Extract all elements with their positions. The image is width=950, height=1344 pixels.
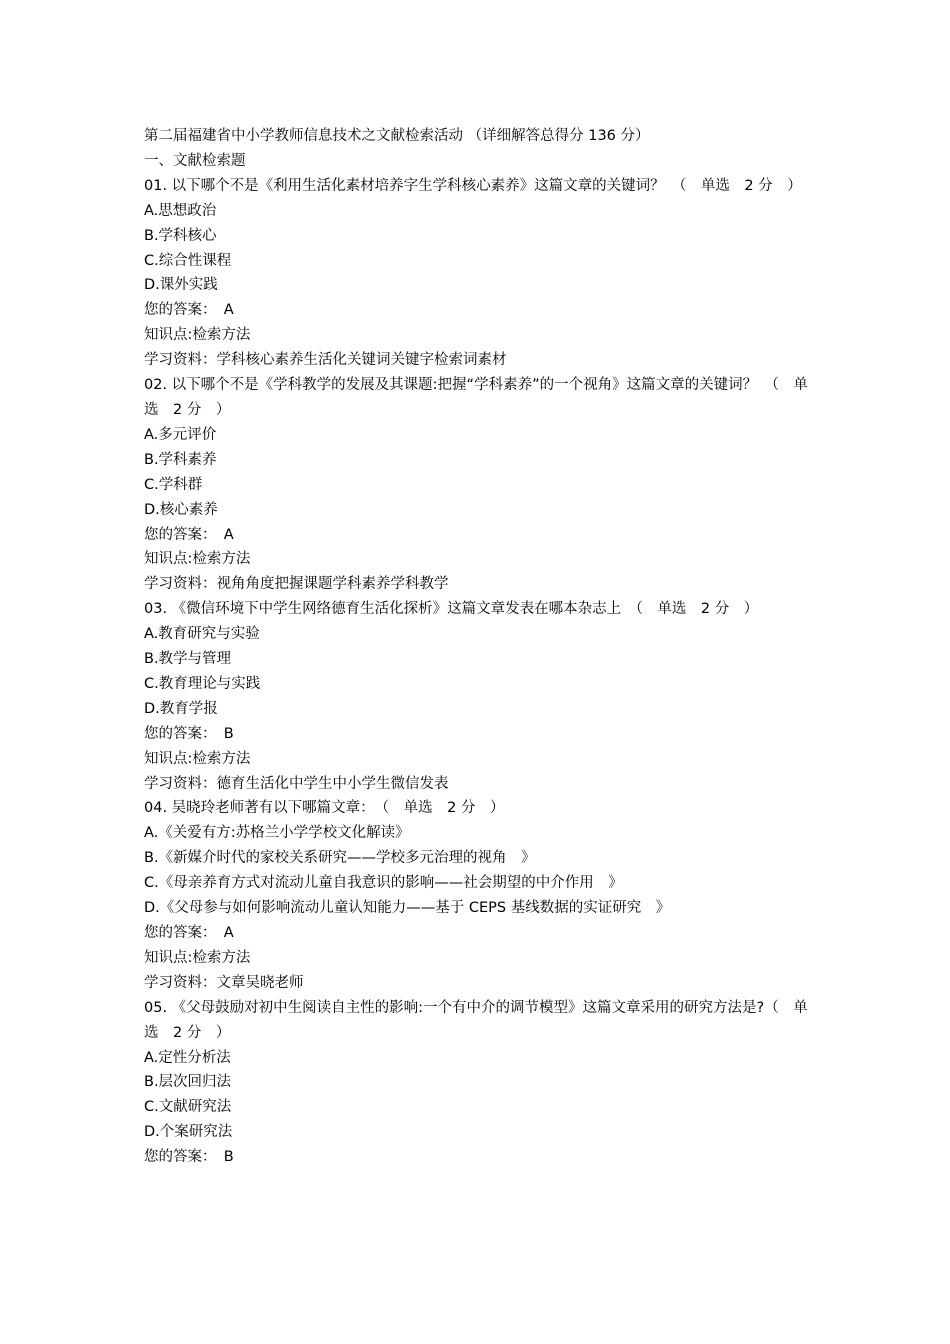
option-b: B.层次回归法 <box>144 1074 232 1091</box>
question-stem: 02. 以下哪个不是《学科教学的发展及其课题:把握“学科素养”的一个视角》这篇文章的关键词？ （ 单选 2 分 ） <box>144 377 808 418</box>
study-material: 学习资料：文章吴晓老师 <box>144 974 304 991</box>
question-block <box>144 373 814 597</box>
option-a: A.思想政治 <box>144 202 217 219</box>
answer-line: 您的答案： A <box>144 925 234 941</box>
option-a: A.《关爱有方:苏格兰小学学校文化解读》 <box>144 825 410 842</box>
document-title: 第二届福建省中小学教师信息技术之文献检索活动 （详细解答总得分 136 分） <box>144 128 650 144</box>
study-material: 学习资料：视角角度把握课题学科素养学科教学 <box>144 576 449 593</box>
section-heading: 一、文献检索题 <box>144 152 246 169</box>
option-d: D.课外实践 <box>144 277 218 294</box>
option-d: D.核心素养 <box>144 501 218 518</box>
question-block <box>144 597 814 796</box>
knowledge-point: 知识点:检索方法 <box>144 750 251 767</box>
question-block <box>144 174 814 373</box>
option-b: B.学科素养 <box>144 451 217 468</box>
option-a: A.定性分析法 <box>144 1049 231 1066</box>
option-c: C.教育理论与实践 <box>144 675 261 692</box>
option-a: A.多元评价 <box>144 426 217 443</box>
answer-line: 您的答案： B <box>144 725 234 742</box>
option-c: C.《母亲养育方式对流动儿童自我意识的影响——社会期望的中介作用 》 <box>144 875 623 892</box>
option-b: B.《新媒介时代的家校关系研究——学校多元治理的视角 》 <box>144 850 536 867</box>
study-material: 学习资料：学科核心素养生活化关键词关键字检索词素材 <box>144 352 507 369</box>
option-a: A.教育研究与实验 <box>144 626 260 643</box>
question-block <box>144 796 814 995</box>
study-material: 学习资料：德育生活化中学生中小学生微信发表 <box>144 775 449 792</box>
option-d: D.个案研究法 <box>144 1124 233 1141</box>
knowledge-point: 知识点:检索方法 <box>144 949 251 966</box>
question-block <box>144 996 814 1170</box>
knowledge-point: 知识点:检索方法 <box>144 327 251 344</box>
question-stem: 01. 以下哪个不是《利用生活化素材培养字生学科核心素养》这篇文章的关键词？ （ 单选 2 分 ） <box>144 177 802 194</box>
option-b: B.学科核心 <box>144 227 217 244</box>
option-c: C.综合性课程 <box>144 252 232 269</box>
option-c: C.文献研究法 <box>144 1099 232 1116</box>
answer-line: 您的答案： B <box>144 1149 234 1166</box>
option-d: D.教育学报 <box>144 700 218 717</box>
question-stem: 03. 《微信环境下中学生网络德育生活化探析》这篇文章发表在哪本杂志上 （ 单选 2 分 ） <box>144 601 759 618</box>
option-c: C.学科群 <box>144 476 203 493</box>
option-d: D.《父母参与如何影响流动儿童认知能力——基于 CEPS 基线数据的实证研究 》 <box>144 900 671 917</box>
answer-line: 您的答案： A <box>144 526 234 543</box>
question-stem: 04. 吴晓玲老师著有以下哪篇文章： （ 单选 2 分 ） <box>144 800 505 817</box>
option-b: B.教学与管理 <box>144 651 232 668</box>
answer-line: 您的答案： A <box>144 302 234 319</box>
question-stem: 05. 《父母鼓励对初中生阅读自主性的影响:一个有中介的调节模型》这篇文章采用的研究方法是?（ 单选 2 分 ） <box>144 999 808 1041</box>
document-page <box>144 124 814 1170</box>
knowledge-point: 知识点:检索方法 <box>144 551 251 568</box>
